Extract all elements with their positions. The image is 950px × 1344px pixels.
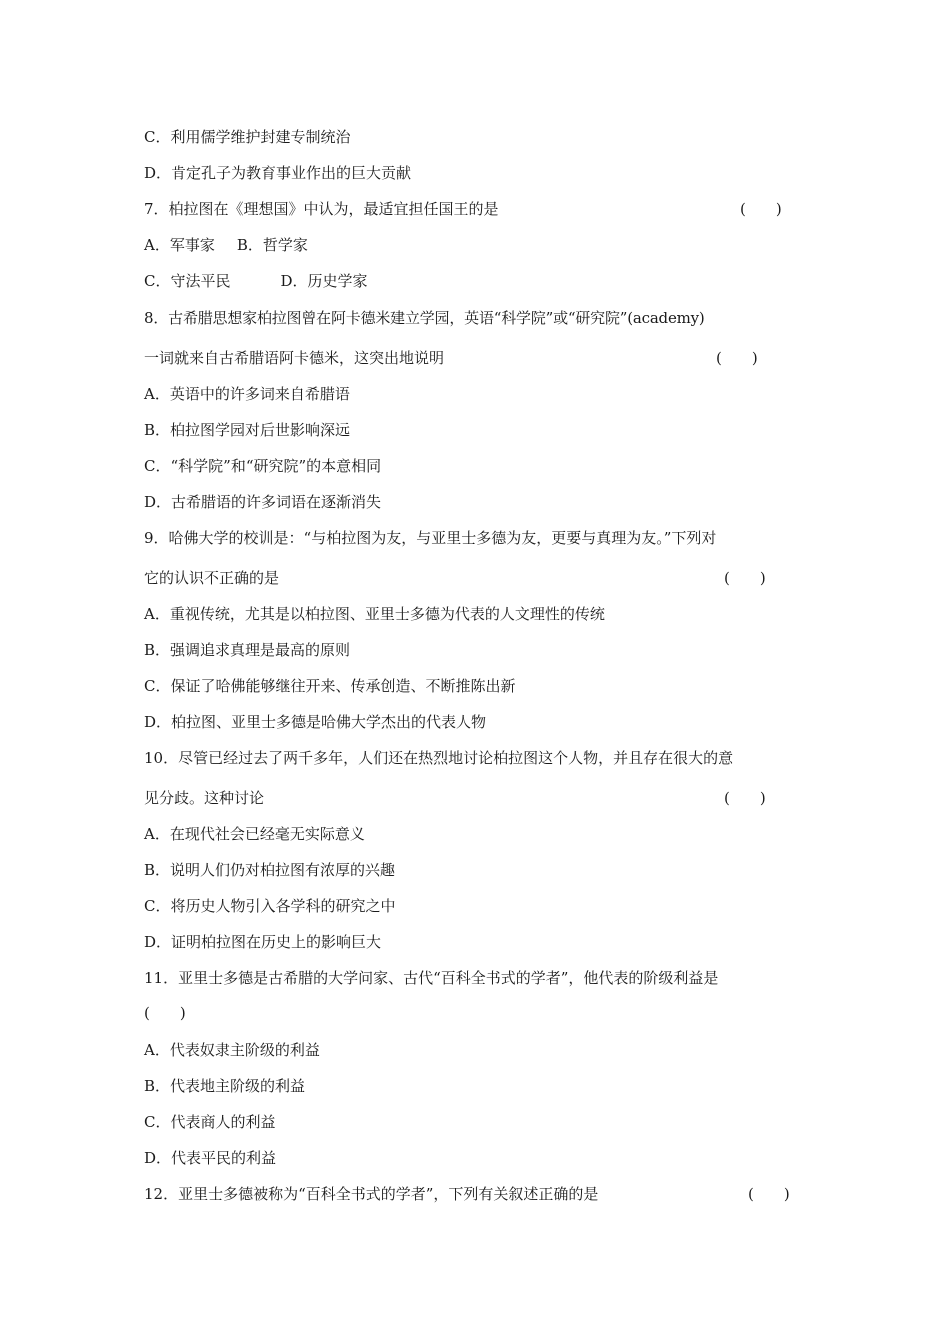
- option-c-text: C．保证了哈佛能够继往开来、传承创造、不断推陈出新: [144, 677, 516, 695]
- answer-blank: ( ): [724, 569, 766, 587]
- option-a-text: A．代表奴隶主阶级的利益: [144, 1041, 320, 1059]
- question-9-line-2: 它的认识不正确的是: [144, 569, 280, 587]
- option-d-text: D．历史学家: [280, 272, 368, 290]
- question-8-line-1: 8．古希腊思想家柏拉图曾在阿卡德米建立学园，英语“科学院”或“研究院”(academy): [144, 309, 705, 327]
- answer-blank: ( ): [724, 789, 766, 807]
- question-8-line-2: 一词就来自古希腊语阿卡德米，这突出地说明: [144, 349, 445, 367]
- option-c-text: C．利用儒学维护封建专制统治: [144, 128, 351, 146]
- question-12: 12．亚里士多德被称为“百科全书式的学者”，下列有关叙述正确的是: [144, 1185, 599, 1203]
- option-d-text: D．肯定孔子为教育事业作出的巨大贡献: [144, 164, 412, 182]
- option-c-text: C．“科学院”和“研究院”的本意相同: [144, 457, 382, 475]
- option-d-text: D．代表平民的利益: [144, 1149, 277, 1167]
- question-7-options-ab: [144, 235, 308, 255]
- answer-blank: ( ): [144, 1004, 186, 1022]
- option-c-text: C．守法平民: [144, 272, 231, 290]
- question-7-options-cd: [144, 271, 368, 291]
- answer-blank: ( ): [740, 200, 782, 218]
- option-d-text: D．古希腊语的许多词语在逐渐消失: [144, 493, 382, 511]
- option-a-text: A．英语中的许多词来自希腊语: [144, 385, 350, 403]
- answer-blank: ( ): [716, 349, 758, 367]
- option-b-text: B．代表地主阶级的利益: [144, 1077, 306, 1095]
- question-10-line-1: 10．尽管已经过去了两千多年，人们还在热烈地讨论柏拉图这个人物，并且存在很大的意: [144, 749, 734, 767]
- question-7: 7．柏拉图在《理想国》中认为，最适宜担任国王的是: [144, 200, 499, 218]
- option-a-text: A．军事家: [144, 236, 215, 254]
- option-d-text: D．柏拉图、亚里士多德是哈佛大学杰出的代表人物: [144, 713, 487, 731]
- answer-blank: ( ): [748, 1185, 790, 1203]
- option-b-text: B．柏拉图学园对后世影响深远: [144, 421, 351, 439]
- option-d-text: D．证明柏拉图在历史上的影响巨大: [144, 933, 382, 951]
- option-c-text: C．代表商人的利益: [144, 1113, 276, 1131]
- question-10-line-2: 见分歧。这种讨论: [144, 789, 265, 807]
- option-b-text: B．说明人们仍对柏拉图有浓厚的兴趣: [144, 861, 396, 879]
- question-9-line-1: 9．哈佛大学的校训是：“与柏拉图为友，与亚里士多德为友，更要与真理为友。”下列对: [144, 529, 717, 547]
- option-b-text: B．哲学家: [236, 236, 308, 254]
- option-c-text: C．将历史人物引入各学科的研究之中: [144, 897, 396, 915]
- option-b-text: B．强调追求真理是最高的原则: [144, 641, 351, 659]
- question-11-line-1: 11．亚里士多德是古希腊的大学问家、古代“百科全书式的学者”，他代表的阶级利益是: [144, 969, 719, 987]
- option-a-text: A．重视传统，尤其是以柏拉图、亚里士多德为代表的人文理性的传统: [144, 605, 605, 623]
- option-a-text: A．在现代社会已经毫无实际意义: [144, 825, 365, 843]
